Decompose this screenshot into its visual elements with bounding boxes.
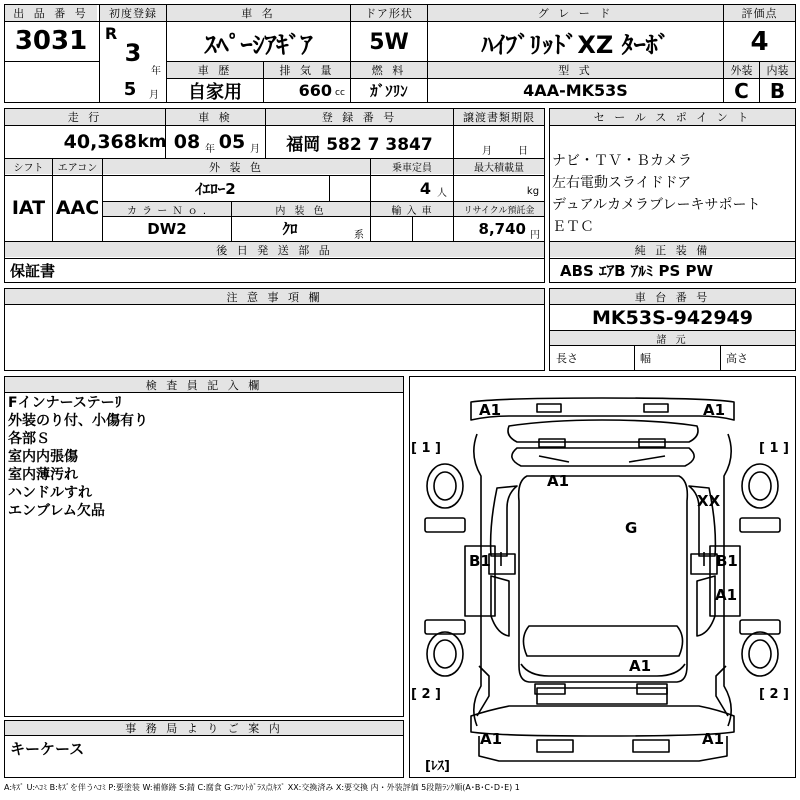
sales-points: [552, 150, 794, 238]
capacity: 4: [419, 178, 431, 198]
tag-2-right: [ 2 ]: [759, 687, 789, 702]
displacement-label: 排 気 量: [264, 62, 350, 78]
damage-mark: A1: [715, 586, 738, 604]
capacity-label: 乗車定員: [371, 159, 453, 174]
color-no: DW2: [147, 219, 187, 238]
score-label: 評価点: [724, 5, 795, 21]
reg-month: 5: [123, 78, 137, 100]
damage-mark: XX: [697, 492, 721, 510]
mileage-label: 走 行: [5, 109, 165, 125]
shift-label: シフト: [5, 159, 52, 174]
door: 5W: [369, 29, 409, 55]
fuel-label: 燃 料: [351, 62, 427, 78]
later: 保証書: [10, 261, 56, 280]
damage-mark: A1: [547, 472, 570, 490]
spec-width-label: 幅: [640, 352, 651, 365]
remark-line: 室内内張傷: [8, 449, 78, 465]
grade: ﾊｲﾌﾞﾘｯﾄﾞXZ ﾀｰﾎﾞ: [481, 30, 670, 59]
model-label: 型 式: [428, 62, 723, 78]
sales-point: 左右電動スライドドア: [552, 175, 692, 191]
damage-mark: A1: [479, 401, 502, 419]
history: 自家用: [188, 81, 242, 103]
score: 4: [750, 27, 769, 57]
damage-mark: B1: [716, 552, 738, 570]
spec-label: 諸 元: [550, 331, 795, 345]
recycle-unit: 円: [530, 229, 540, 241]
car-name-label: 車 名: [167, 5, 350, 21]
damage-mark: B1: [469, 552, 491, 570]
int-color-unit: 系: [354, 229, 364, 241]
spec-height-label: 高さ: [726, 352, 748, 365]
inspector-label: 検 査 員 記 入 欄: [5, 377, 403, 392]
tag-2-left: [ 2 ]: [411, 687, 441, 702]
insp-year: 08: [173, 131, 201, 153]
tag-1-left: [ 1 ]: [411, 441, 441, 456]
interior-score: B: [769, 78, 786, 103]
lot-no: 3031: [14, 26, 88, 56]
chassis-label: 車 台 番 号: [550, 289, 795, 304]
lot-no-label: 出 品 番 号: [5, 5, 97, 21]
car-name: ｽﾍﾟｰｼｱｷﾞｱ: [204, 30, 313, 59]
month-unit: 月: [149, 89, 159, 101]
tag-res: [ﾚｽ]: [425, 759, 450, 774]
recycle-label: リサイクル預託金: [454, 202, 544, 216]
history-label: 車 歴: [167, 62, 263, 78]
damage-mark: A1: [480, 730, 503, 748]
sales-point: ＥＴＣ: [552, 219, 594, 235]
damage-mark: A1: [703, 401, 726, 419]
office-text: キーケース: [10, 739, 85, 758]
load-label: 最大積載量: [454, 159, 544, 174]
chassis-number: MK53S-942949: [592, 306, 753, 329]
first-reg-label: 初度登録: [100, 5, 166, 21]
transfer-month-unit: 月: [482, 145, 492, 157]
remark-line: 各部Ｓ: [8, 431, 50, 447]
exterior-score: C: [734, 78, 749, 103]
mileage: 40,368: [63, 131, 137, 153]
legend: A:ｷｽﾞ U:ﾍｺﾐ B:ｷｽﾞを伴うﾍｺﾐ P:要塗装 W:補修跡 S:錆 C:腐食 G:ﾌﾛﾝﾄｶﾞﾗｽ点ｷｽﾞ XX:交換済み X:要交換 内・外装評価 5段階ﾗﾝｸ順(A･B･C･D･E) 1: [4, 783, 520, 792]
int-color: ｸﾛ: [282, 220, 298, 238]
import-label: 輸 入 車: [371, 202, 453, 216]
recycle: 8,740: [478, 219, 526, 238]
ac: AAC: [55, 197, 100, 219]
year-unit: 年: [151, 65, 161, 77]
inspector-remarks: [8, 394, 398, 520]
remark-line: ハンドルすれ: [8, 485, 92, 501]
equip: ABS ｴｱB ｱﾙﾐ PS PW: [560, 261, 714, 280]
transfer-day-unit: 日: [518, 145, 528, 157]
spec-length-label: 長さ: [556, 352, 578, 365]
office-label: 事 務 局 よ り ご 案 内: [5, 721, 403, 735]
era: R: [104, 23, 118, 43]
notes-label: 注 意 事 項 欄: [5, 289, 544, 304]
tag-1-right: [ 1 ]: [759, 441, 789, 456]
cc-unit: cc: [335, 88, 345, 98]
sales-label: セ ー ル ス ポ イ ン ト: [550, 109, 795, 125]
color-label: 外 装 色: [103, 159, 370, 174]
damage-mark: G: [625, 519, 638, 537]
door-label: ドア形状: [351, 5, 427, 21]
load-unit: kg: [526, 185, 540, 197]
capacity-unit: 人: [437, 187, 447, 199]
damage-mark: A1: [629, 657, 652, 675]
model: 4AA-MK53S: [523, 81, 628, 100]
inspection-label: 車 検: [166, 109, 265, 125]
interior-label: 内装: [760, 62, 795, 78]
sales-point: デュアルカメラブレーキサポート: [552, 197, 761, 213]
color: ｲｴﾛｰ2: [195, 179, 236, 198]
km-unit: km: [137, 132, 167, 152]
later-label: 後 日 発 送 部 品: [5, 242, 544, 257]
int-color-label: 内 装 色: [232, 202, 370, 216]
insp-month: 05: [218, 131, 246, 153]
color-no-label: カ ラ ー Ｎ ｏ .: [103, 202, 231, 216]
ac-label: エアコン: [53, 159, 102, 174]
grade-label: グ レ ー ド: [428, 5, 723, 21]
exterior-label: 外装: [724, 62, 759, 78]
sales-point: ナビ・ＴＶ・Ｂカメラ: [552, 153, 692, 169]
remark-line: 外装のり付、小傷有り: [8, 413, 148, 429]
damage-mark: A1: [702, 730, 725, 748]
remark-line: エンブレム欠品: [8, 503, 105, 519]
transfer-label: 譲渡書類期限: [454, 109, 544, 125]
plate: 福岡 582 7 3847: [286, 134, 433, 155]
displacement: 660: [298, 81, 332, 100]
insp-month-unit: 月: [250, 143, 260, 155]
car-diagram: [409, 376, 796, 778]
remark-line: 室内薄汚れ: [8, 467, 78, 483]
reg-year: 3: [124, 39, 142, 67]
remark-line: Fインナーステーﾘ: [8, 395, 122, 411]
insp-year-unit: 年: [205, 143, 215, 155]
equip-label: 純 正 装 備: [550, 242, 795, 257]
shift: IAT: [11, 197, 46, 219]
fuel: ｶﾞｿﾘﾝ: [370, 82, 408, 100]
plate-label: 登 録 番 号: [266, 109, 453, 125]
